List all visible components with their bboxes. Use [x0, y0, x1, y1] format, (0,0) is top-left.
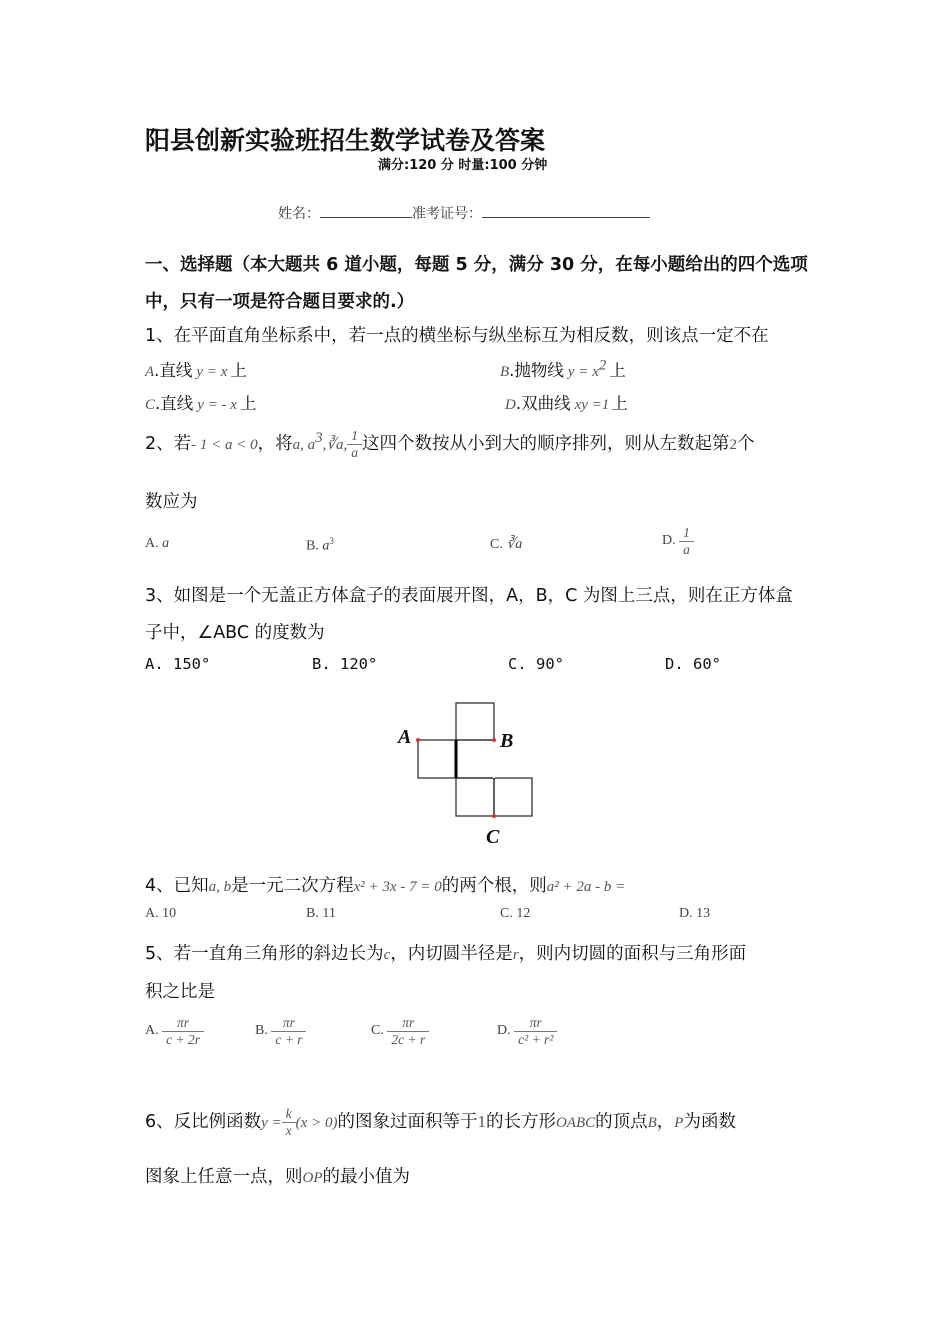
q6-stem-line2: 图象上任意一点，则OP的最小值为 — [145, 1167, 410, 1187]
q5-option-c: C. $\frac{\pi r}{2c + r}$ — [371, 1015, 429, 1047]
q1-option-a: A.直线 y = x 上 — [145, 361, 247, 380]
exam-no-label: 准考证号： — [412, 206, 482, 222]
section1-heading-line2: 中，只有一项是符合题目要求的.） — [145, 292, 415, 312]
q2-option-d: D. $\frac{1}{a}$ — [662, 525, 694, 557]
label-b: B — [500, 730, 514, 752]
q6-stem-line1: 6、反比例函数y = $\frac{k}{x}$ (x > 0)的图象过面积等于1的长方形OABC的顶点B，P为函数 — [145, 1106, 736, 1138]
net-square-left — [418, 740, 456, 778]
q2-stem-line1: 2、若- 1 < a < 0，将a, $a^3,∛a$, $\frac{1}{a}$ 这四个数按从小到大的顺序排列，则从左数起第2个 — [145, 428, 755, 460]
q3-option-a: A. 150° — [145, 655, 211, 673]
net-square-right — [494, 778, 532, 816]
score-time: 满分:120 分 时量:100 分钟 — [378, 158, 548, 173]
page-title: 阳县创新实验班招生数学试卷及答案 — [145, 126, 546, 155]
q5-option-b: B. $\frac{\pi r}{c + r}$ — [255, 1015, 306, 1047]
point-a-marker — [416, 738, 420, 742]
name-blank — [320, 203, 412, 218]
q1-option-b: B.抛物线 $y = x^2$ 上 — [500, 357, 626, 380]
name-field-row — [278, 203, 650, 223]
q5-option-d: D. $\frac{\pi r}{\text{c² + r²}}$ — [497, 1015, 557, 1047]
label-c: C — [486, 826, 500, 848]
q3-option-d: D. 60° — [665, 655, 721, 673]
net-square-middle — [456, 740, 494, 778]
q2-option-b: B. $a^3$ — [306, 536, 334, 554]
net-square-lower — [456, 778, 494, 816]
q2-fraction: $\frac{1}{a}$ — [347, 428, 362, 460]
net-square-top — [456, 703, 494, 740]
q3-option-b: B. 120° — [312, 655, 378, 673]
q5-option-a: A. $\frac{\pi r}{c + 2r}$ — [145, 1015, 204, 1047]
q4-option-d: D. 13 — [679, 906, 711, 921]
name-label: 姓名： — [278, 206, 320, 222]
q3-stem-line2: 子中，∠ABC 的度数为 — [145, 623, 325, 643]
q4-stem: 4、已知a, b是一元二次方程x² + 3x - 7 = 0的两个根，则a² + 2a - b = — [145, 876, 626, 896]
q1-option-c: C.直线 y = - x 上 — [145, 394, 257, 413]
q2-option-a: A. a — [145, 536, 170, 551]
label-a: A — [398, 726, 412, 748]
q5-stem-line1: 5、若一直角三角形的斜边长为c，内切圆半径是r，则内切圆的面积与三角形面 — [145, 944, 747, 964]
exam-no-blank — [482, 203, 650, 218]
q5-stem-line2: 积之比是 — [145, 982, 215, 1002]
section1-heading-line1: 一、选择题（本大题共 6 道小题，每题 5 分，满分 30 分，在每小题给出的四个选项 — [145, 255, 808, 275]
q3-stem-line1: 3、如图是一个无盖正方体盒子的表面展开图，A，B，C 为图上三点，则在正方体盒 — [145, 586, 793, 606]
q6-fraction: $\frac{k}{x}$ — [282, 1106, 296, 1138]
q4-option-c: C. 12 — [500, 906, 531, 921]
point-b-marker — [492, 738, 496, 742]
q2-stem-line2: 数应为 — [145, 492, 198, 512]
q1-stem: 1、在平面直角坐标系中，若一点的横坐标与纵坐标互为相反数，则该点一定不在 — [145, 326, 769, 346]
q4-option-a: A. 10 — [145, 906, 177, 921]
q4-option-b: B. 11 — [306, 906, 336, 921]
cube-net-figure — [390, 695, 550, 855]
point-c-marker — [492, 814, 496, 818]
q1-option-d: D.双曲线 xy =1 上 — [505, 394, 628, 413]
q2-option-c: C. ∛a — [490, 537, 523, 552]
q3-option-c: C. 90° — [508, 655, 564, 673]
